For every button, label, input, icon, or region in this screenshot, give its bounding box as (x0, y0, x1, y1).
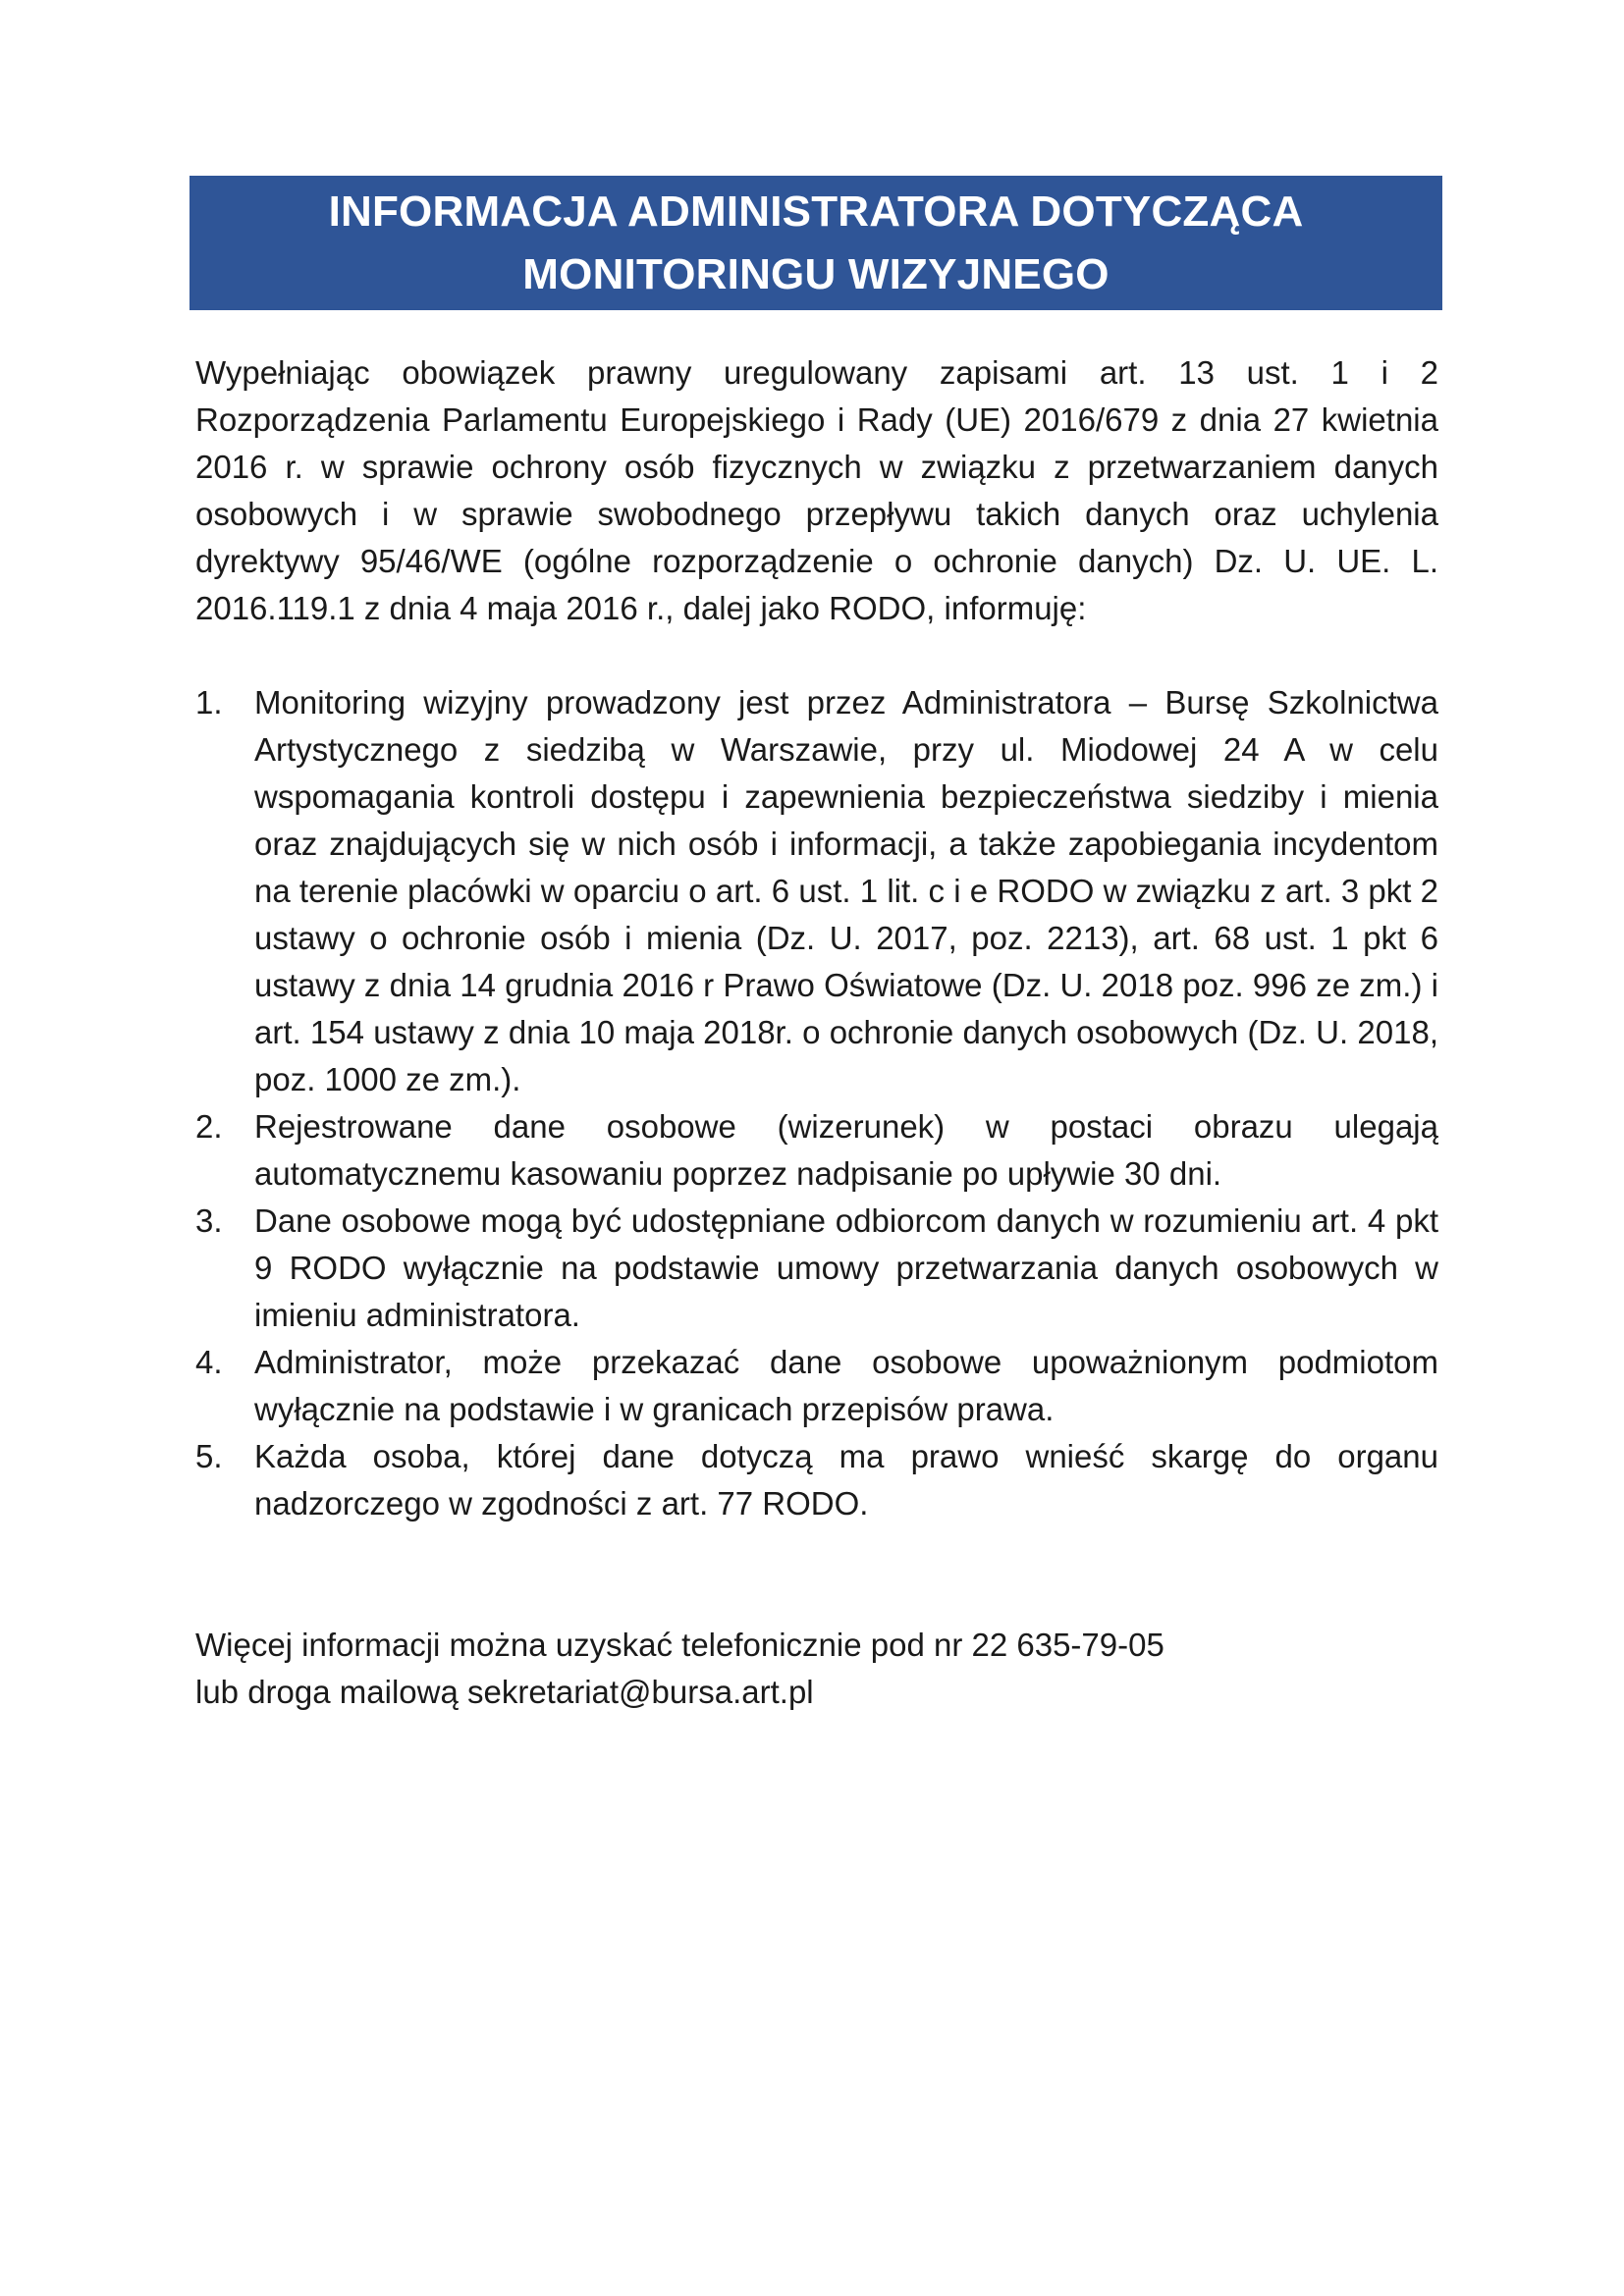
document-body (195, 349, 1438, 1716)
list-item (195, 679, 1438, 1103)
list-item-text: Każda osoba, której dane dotyczą ma prawo wnieść skargę do organu nadzorczego w zgodności z art. 77 RODO. (254, 1438, 1438, 1522)
list-item-number: 3. (195, 1202, 223, 1239)
list-item (195, 1339, 1438, 1433)
list-item (195, 1198, 1438, 1339)
contact-phone-line: Więcej informacji można uzyskać telefonicznie pod nr 22 635-79-05 (195, 1627, 1164, 1663)
list-item-text: Monitoring wizyjny prowadzony jest przez Administratora – Bursę Szkolnictwa Artystycznego z siedzibą w Warszawie, przy ul. Miodowej 24 A w celu wspomagania kontroli dostępu i zapewnienia bezpieczeństwa siedziby i mienia oraz znajdujących się w nich osób i informacji, a także zapobiegania incydentom na terenie placówki w oparciu o art. 6 ust. 1 lit. c i e RODO w związku z art. 3 pkt 2 ustawy o ochronie osób i mienia (Dz. U. 2017, poz. 2213), art. 68 ust. 1 pkt 6 ustawy z dnia 14 grudnia 2016 r Prawo Oświatowe (Dz. U. 2018 poz. 996 ze zm.) i art. 154 ustawy z dnia 10 maja 2018r. o ochronie danych osobowych (Dz. U. 2018, poz. 1000 ze zm.). (254, 684, 1438, 1097)
contact-info (195, 1622, 1438, 1716)
list-item-number: 4. (195, 1344, 223, 1380)
list-item-number: 1. (195, 684, 223, 721)
numbered-list (195, 679, 1438, 1527)
list-item-text: Rejestrowane dane osobowe (wizerunek) w postaci obrazu ulegają automatycznemu kasowaniu poprzez nadpisanie po upływie 30 dni. (254, 1108, 1438, 1192)
list-item-number: 2. (195, 1108, 223, 1145)
list-item (195, 1103, 1438, 1198)
list-item (195, 1433, 1438, 1527)
intro-paragraph: Wypełniając obowiązek prawny uregulowany zapisami art. 13 ust. 1 i 2 Rozporządzenia Parlamentu Europejskiego i Rady (UE) 2016/679 z dnia 27 kwietnia 2016 r. w sprawie ochrony osób fizycznych w związku z przetwarzaniem danych osobowych i w sprawie swobodnego przepływu takich danych oraz uchylenia dyrektywy 95/46/WE (ogólne rozporządzenie o ochronie danych) Dz. U. UE. L. 2016.119.1 z dnia 4 maja 2016 r., dalej jako RODO, informuję: (195, 354, 1438, 626)
contact-email-line: lub droga mailową sekretariat@bursa.art.pl (195, 1674, 814, 1710)
list-item-number: 5. (195, 1438, 223, 1474)
title-line-2: MONITORINGU WIZYJNEGO (522, 249, 1110, 298)
list-item-text: Administrator, może przekazać dane osobowe upoważnionym podmiotom wyłącznie na podstawie i w granicach przepisów prawa. (254, 1344, 1438, 1427)
list-item-text: Dane osobowe mogą być udostępniane odbiorcom danych w rozumieniu art. 4 pkt 9 RODO wyłącznie na podstawie umowy przetwarzania danych osobowych w imieniu administratora. (254, 1202, 1438, 1333)
title-banner (189, 176, 1442, 310)
title-line-1: INFORMACJA ADMINISTRATORA DOTYCZĄCA (328, 187, 1304, 236)
